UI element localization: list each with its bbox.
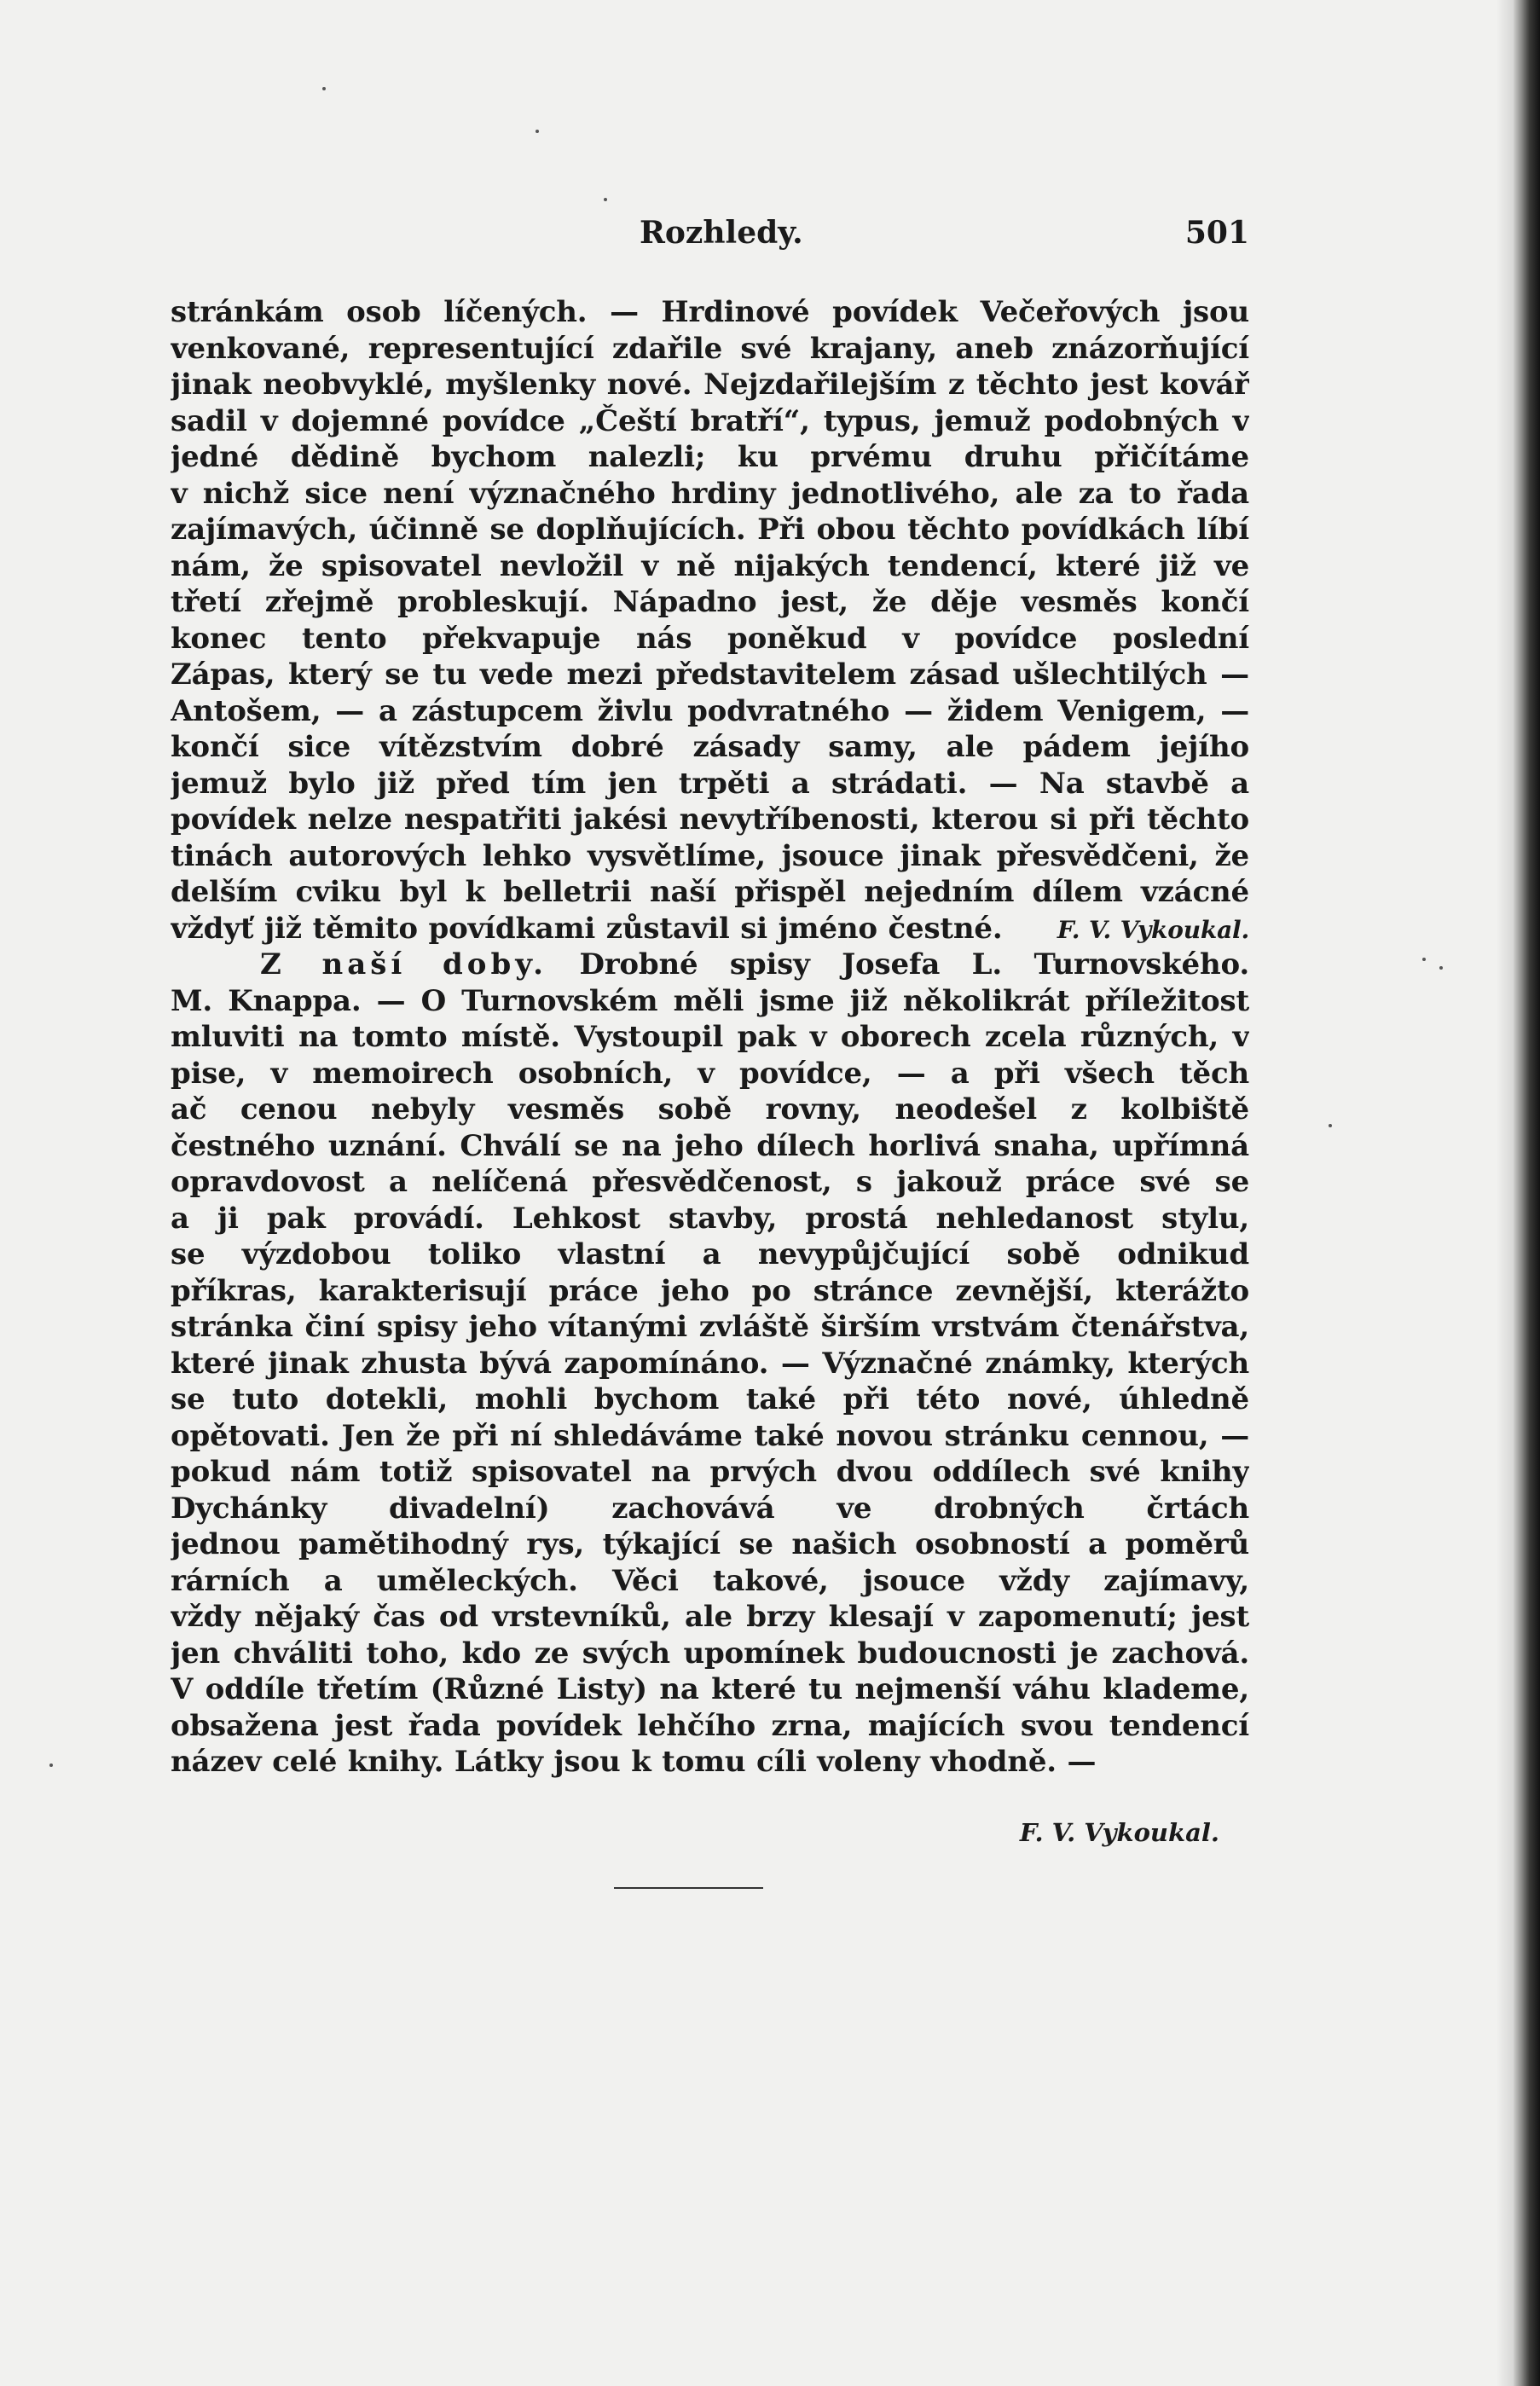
text-line: třetí zřejmě probleskují. Nápadno jest, že děje vesměs končí: [171, 585, 1249, 619]
book-title: Z naší doby.: [260, 947, 547, 982]
paragraph-vecera: [171, 294, 1249, 947]
text-line: jen chváliti toho, kdo ze svých upomínek budoucnosti je zachová.: [171, 1636, 1249, 1671]
text-line: Dychánky divadelní) zachovává ve drobných črtách: [171, 1491, 1249, 1526]
text-line: jemuž bylo již před tím jen trpěti a strádati. — Na stavbě a: [171, 766, 1249, 801]
text-line: rárních a uměleckých. Věci takové, jsouce vždy zajímavy,: [171, 1563, 1249, 1598]
text-line: V oddíle třetím (Různé Listy) na které tu nejmenší váhu klademe,: [171, 1672, 1249, 1706]
text-line: venkované, representující zdařile své krajany, aneb znázorňující: [171, 331, 1249, 366]
text-line: pise, v memoirech osobních, v povídce, — a při všech těch: [171, 1056, 1249, 1091]
text-line: delším cviku byl k belletrii naší přispěl nejedním dílem vzácné: [171, 875, 1249, 909]
text-line: které jinak zhusta bývá zapomínáno. — Význačné známky, kterých: [171, 1346, 1249, 1381]
text-line: Drobné spisy Josefa L. Turnovského.: [579, 947, 1249, 982]
text-line: příkras, karakterisují práce jeho po stránce zevnější, kterážto: [171, 1273, 1249, 1308]
text-line: konec tento překvapuje nás poněkud v povídce poslední: [171, 621, 1249, 656]
page-number: 501: [1184, 215, 1249, 251]
author-signature: F. V. Vykoukal.: [1057, 915, 1249, 944]
text-line-heading: [171, 947, 1249, 983]
text-line: název celé knihy. Látky jsou k tomu cíli voleny vhodně. —: [171, 1745, 1097, 1779]
body-text: [171, 294, 1249, 1781]
paper-speck: [1422, 958, 1426, 961]
text-line: Antošem, — a zástupcem živlu podvratného — židem Venigem, —: [171, 693, 1249, 728]
page-header: [171, 215, 1249, 258]
text-line: jinak neobvyklé, myšlenky nové. Nejzdařilejším z těchto jest kovář: [171, 368, 1249, 402]
paper-speck: [536, 130, 539, 133]
text-line-with-signature: [171, 911, 1249, 947]
text-line: povídek nelze nespatřiti jakési nevytříbenosti, kterou si při těchto: [171, 802, 1249, 837]
paper-speck: [322, 87, 326, 90]
section-divider: [614, 1887, 763, 1889]
author-signature: F. V. Vykoukal.: [1019, 1818, 1219, 1847]
text-line: pokud nám totiž spisovatel na prvých dvou oddílech své knihy: [171, 1455, 1249, 1489]
running-title: Rozhledy.: [640, 215, 803, 251]
paper-speck: [1329, 1124, 1332, 1127]
text-line: jednou pamětihodný rys, týkající se našich osobností a poměrů: [171, 1527, 1249, 1561]
text-line: stránka činí spisy jeho vítanými zvláště širším vrstvám čtenářstva,: [171, 1310, 1249, 1344]
text-line: jedné dědině bychom nalezli; ku prvému druhu přičítáme: [171, 440, 1249, 474]
text-line: tinách autorových lehko vysvětlíme, jsouce jinak přesvědčeni, že: [171, 838, 1249, 873]
text-line: vždy nějaký čas od vrstevníků, ale brzy klesají v zapomenutí; jest: [171, 1600, 1249, 1634]
text-line: zajímavých, účinně se doplňujících. Při obou těchto povídkách líbí: [171, 513, 1249, 547]
paper-speck: [1439, 966, 1443, 970]
text-line: mluviti na tomto místě. Vystoupil pak v oborech zcela různých, v: [171, 1020, 1249, 1054]
text-line: v nichž sice není význačného hrdiny jednotlivého, ale za to řada: [171, 476, 1249, 511]
text-line: opětovati. Jen že při ní shledáváme také novou stránku cennou, —: [171, 1418, 1249, 1453]
text-line: končí sice vítězstvím dobré zásady samy, ale pádem jejího: [171, 730, 1249, 764]
text-line: Zápas, který se tu vede mezi představitelem zásad ušlechtilých —: [171, 657, 1249, 692]
text-line: a ji pak provádí. Lehkost stavby, prostá nehledanost stylu,: [171, 1201, 1249, 1236]
text-line: čestného uznání. Chválí se na jeho dílech horlivá snaha, upřímná: [171, 1128, 1249, 1163]
paragraph-turnovsky: [171, 947, 1249, 1781]
page-edge: [1514, 0, 1540, 2386]
text-line: M. Knappa. — O Turnovském měli jsme již několikrát příležitost: [171, 983, 1249, 1018]
text-line: se výzdobou toliko vlastní a nevypůjčující sobě odnikud: [171, 1237, 1249, 1271]
text-line: sadil v dojemné povídce „Čeští bratří“, typus, jemuž podobných v: [171, 403, 1249, 438]
page-gutter-shadow: [1497, 0, 1515, 2386]
text-line: opravdovost a nelíčená přesvědčenost, s jakouž práce své se: [171, 1165, 1249, 1199]
text-line: vždyť již těmito povídkami zůstavil si jméno čestné.: [171, 911, 1003, 946]
text-line: se tuto dotekli, mohli bychom také při této nové, úhledně: [171, 1382, 1249, 1416]
text-line: ač cenou nebyly vesměs sobě rovny, neodešel z kolbiště: [171, 1092, 1249, 1126]
paper-speck: [604, 198, 607, 201]
text-line: stránkám osob líčených. — Hrdinové povídek Večeřových jsou: [171, 295, 1249, 329]
text-line: nám, že spisovatel nevložil v ně nijakých tendencí, které již ve: [171, 548, 1249, 583]
paper-speck: [49, 1763, 53, 1767]
text-line: obsažena jest řada povídek lehčího zrna, majících svou tendencí: [171, 1708, 1249, 1743]
